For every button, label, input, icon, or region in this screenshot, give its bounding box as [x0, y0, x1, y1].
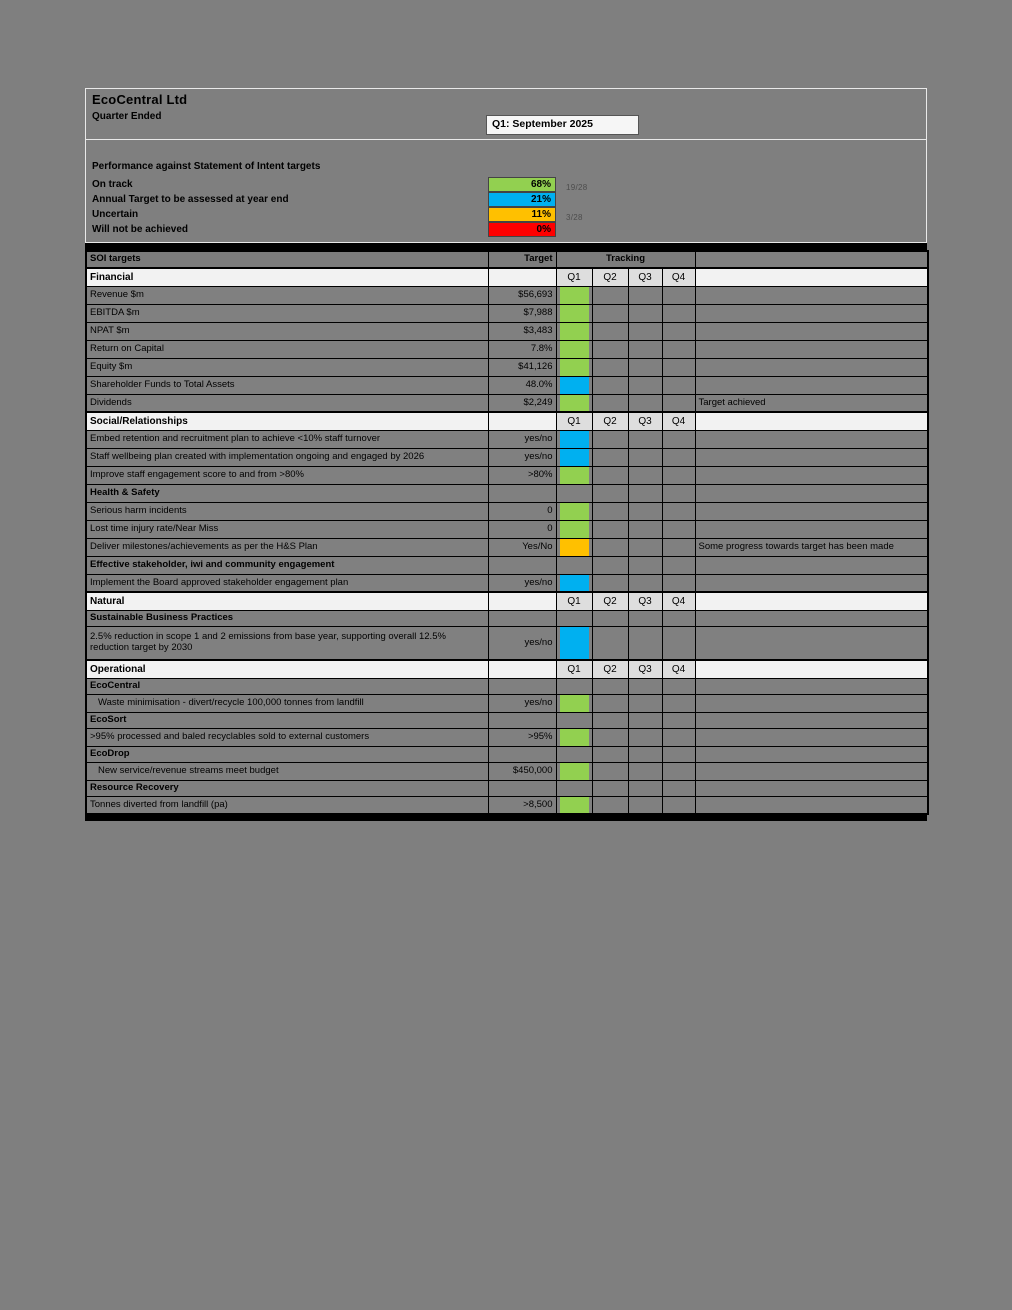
tracking-cell-q3[interactable] — [628, 322, 662, 340]
legend-item — [92, 207, 922, 222]
legend-title: Performance against Statement of Intent targets — [92, 161, 321, 172]
target-header: Target — [488, 251, 556, 268]
tracking-cell-q2[interactable] — [592, 746, 628, 762]
quarter-value-field[interactable]: Q1: September 2025 — [486, 115, 639, 135]
measure-row — [86, 466, 928, 484]
group-heading-label[interactable]: EcoDrop — [86, 746, 488, 762]
legend-item — [92, 222, 922, 237]
tracking-cell-q4[interactable] — [662, 796, 695, 814]
tracking-cell-q2[interactable] — [592, 394, 628, 412]
status-fill-green — [560, 729, 589, 746]
section-notes-cell — [695, 660, 928, 678]
status-fill-green — [560, 467, 589, 484]
note-cell[interactable] — [695, 610, 928, 626]
tracking-cell-q3[interactable] — [628, 712, 662, 728]
tracking-cell-q1[interactable] — [556, 796, 592, 814]
measure-row — [86, 694, 928, 712]
legend-item-label: Will not be achieved — [92, 224, 189, 235]
tracking-cell-q1[interactable] — [556, 520, 592, 538]
measure-label[interactable]: >95% processed and baled recyclables sold to external customers — [86, 728, 488, 746]
tracking-cell-q1[interactable] — [556, 574, 592, 592]
group-heading-label[interactable]: EcoSort — [86, 712, 488, 728]
measure-label[interactable]: Embed retention and recruitment plan to achieve <10% staff turnover — [86, 430, 488, 448]
note-cell[interactable] — [695, 556, 928, 574]
tracking-cell-q4[interactable] — [662, 538, 695, 556]
status-fill-green — [560, 305, 589, 322]
note-cell[interactable] — [695, 340, 928, 358]
note-cell[interactable] — [695, 574, 928, 592]
tracking-cell-q4[interactable] — [662, 286, 695, 304]
group-heading-row — [86, 678, 928, 694]
tracking-cell-q3[interactable] — [628, 466, 662, 484]
legend-count: 3/28 — [566, 213, 583, 222]
target-cell[interactable]: 0 — [488, 520, 556, 538]
tracking-cell-q4[interactable] — [662, 520, 695, 538]
tracking-cell-q2[interactable] — [592, 466, 628, 484]
note-cell[interactable] — [695, 780, 928, 796]
target-cell[interactable]: >8,500 — [488, 796, 556, 814]
note-cell[interactable] — [695, 376, 928, 394]
legend-count: 19/28 — [566, 183, 588, 192]
measure-label[interactable]: Lost time injury rate/Near Miss — [86, 520, 488, 538]
measure-row — [86, 394, 928, 412]
tracking-cell-q2[interactable] — [592, 322, 628, 340]
table-header-row — [86, 251, 928, 268]
measure-row — [86, 796, 928, 814]
target-cell[interactable] — [488, 746, 556, 762]
measure-label[interactable]: Shareholder Funds to Total Assets — [86, 376, 488, 394]
tracking-cell-q1[interactable] — [556, 780, 592, 796]
section-name: Natural — [86, 592, 488, 610]
tracking-cell-q3[interactable] — [628, 746, 662, 762]
legend-item-label: On track — [92, 179, 133, 190]
status-fill-green — [560, 797, 589, 814]
group-heading-label[interactable]: EcoCentral — [86, 678, 488, 694]
tracking-cell-q1[interactable] — [556, 556, 592, 574]
note-cell[interactable]: Target achieved — [695, 394, 928, 412]
legend-swatch-red[interactable]: 0% — [488, 222, 556, 237]
target-cell[interactable]: $3,483 — [488, 322, 556, 340]
tracking-cell-q2[interactable] — [592, 780, 628, 796]
measure-label[interactable]: Implement the Board approved stakeholder engagement plan — [86, 574, 488, 592]
note-cell[interactable]: Some progress towards target has been made — [695, 538, 928, 556]
status-fill-blue — [560, 575, 589, 592]
quarter-header-q4[interactable]: Q4 — [662, 592, 695, 610]
note-cell[interactable] — [695, 746, 928, 762]
measure-label[interactable]: Waste minimisation - divert/recycle 100,000 tonnes from landfill — [86, 694, 488, 712]
measure-label[interactable]: NPAT $m — [86, 322, 488, 340]
soi-targets-header: SOI targets — [86, 251, 488, 268]
tracking-cell-q3[interactable] — [628, 610, 662, 626]
target-cell[interactable]: 7.8% — [488, 340, 556, 358]
quarter-header-q1[interactable]: Q1 — [556, 268, 592, 286]
tracking-cell-q4[interactable] — [662, 358, 695, 376]
measure-row — [86, 728, 928, 746]
status-fill-green — [560, 695, 589, 712]
measure-label[interactable]: Equity $m — [86, 358, 488, 376]
target-cell[interactable]: yes/no — [488, 694, 556, 712]
tracking-cell-q3[interactable] — [628, 556, 662, 574]
target-cell[interactable]: 0 — [488, 502, 556, 520]
note-cell[interactable] — [695, 712, 928, 728]
tracking-cell-q2[interactable] — [592, 448, 628, 466]
measure-row — [86, 502, 928, 520]
target-cell[interactable]: $56,693 — [488, 286, 556, 304]
tracking-cell-q3[interactable] — [628, 538, 662, 556]
measure-row — [86, 358, 928, 376]
tracking-cell-q1[interactable] — [556, 358, 592, 376]
group-heading-row — [86, 610, 928, 626]
tracking-cell-q2[interactable] — [592, 502, 628, 520]
tracking-cell-q4[interactable] — [662, 610, 695, 626]
legend-swatch-orange[interactable]: 11% — [488, 207, 556, 222]
measure-label[interactable]: Dividends — [86, 394, 488, 412]
measure-label[interactable]: Staff wellbeing plan created with implementation ongoing and engaged by 2026 — [86, 448, 488, 466]
tracking-cell-q4[interactable] — [662, 746, 695, 762]
quarter-ended-label: Quarter Ended — [92, 111, 162, 122]
company-name: EcoCentral Ltd — [92, 92, 188, 107]
tracking-cell-q3[interactable] — [628, 796, 662, 814]
legend-swatch-blue[interactable]: 21% — [488, 192, 556, 207]
tracking-cell-q1[interactable] — [556, 448, 592, 466]
quarter-header-q3[interactable]: Q3 — [628, 412, 662, 430]
measure-label[interactable]: Revenue $m — [86, 286, 488, 304]
tracking-cell-q2[interactable] — [592, 610, 628, 626]
measure-label[interactable]: New service/revenue streams meet budget — [86, 762, 488, 780]
target-cell[interactable]: 48.0% — [488, 376, 556, 394]
tracking-cell-q4[interactable] — [662, 574, 695, 592]
measure-row — [86, 448, 928, 466]
section-notes-cell — [695, 592, 928, 610]
status-fill-green — [560, 287, 589, 304]
tracking-cell-q3[interactable] — [628, 780, 662, 796]
tracking-cell-q4[interactable] — [662, 780, 695, 796]
target-cell[interactable]: $7,988 — [488, 304, 556, 322]
tracking-cell-q3[interactable] — [628, 626, 662, 660]
tracking-cell-q3[interactable] — [628, 484, 662, 502]
measure-row — [86, 762, 928, 780]
quarter-header-q1[interactable]: Q1 — [556, 660, 592, 678]
group-heading-label[interactable]: Health & Safety — [86, 484, 488, 502]
tracking-cell-q2[interactable] — [592, 678, 628, 694]
quarter-header-q2[interactable]: Q2 — [592, 268, 628, 286]
note-cell[interactable] — [695, 304, 928, 322]
note-cell[interactable] — [695, 796, 928, 814]
tracking-cell-q2[interactable] — [592, 694, 628, 712]
tracking-cell-q1[interactable] — [556, 286, 592, 304]
quarter-header-q2[interactable]: Q2 — [592, 660, 628, 678]
group-heading-label[interactable]: Sustainable Business Practices — [86, 610, 488, 626]
tracking-cell-q1[interactable] — [556, 694, 592, 712]
tracking-cell-q4[interactable] — [662, 448, 695, 466]
tracking-cell-q3[interactable] — [628, 574, 662, 592]
tracking-cell-q3[interactable] — [628, 762, 662, 780]
target-cell[interactable]: >80% — [488, 466, 556, 484]
tracking-cell-q2[interactable] — [592, 484, 628, 502]
tracking-cell-q2[interactable] — [592, 626, 628, 660]
measure-row — [86, 574, 928, 592]
tracking-cell-q4[interactable] — [662, 678, 695, 694]
tracking-cell-q2[interactable] — [592, 340, 628, 358]
tracking-cell-q1[interactable] — [556, 484, 592, 502]
legend-item-label: Uncertain — [92, 209, 139, 220]
section-notes-cell — [695, 268, 928, 286]
tracking-cell-q1[interactable] — [556, 712, 592, 728]
tracking-cell-q1[interactable] — [556, 678, 592, 694]
measure-row — [86, 322, 928, 340]
measure-row — [86, 538, 928, 556]
measure-row — [86, 340, 928, 358]
target-cell[interactable]: $2,249 — [488, 394, 556, 412]
tracking-cell-q4[interactable] — [662, 340, 695, 358]
tracking-cell-q3[interactable] — [628, 520, 662, 538]
status-fill-green — [560, 323, 589, 340]
tracking-cell-q4[interactable] — [662, 484, 695, 502]
quarter-header-q2[interactable]: Q2 — [592, 412, 628, 430]
measure-label[interactable]: Tonnes diverted from landfill (pa) — [86, 796, 488, 814]
status-fill-blue — [560, 449, 589, 466]
note-cell[interactable] — [695, 448, 928, 466]
tracking-header: Tracking — [556, 251, 695, 268]
section-header-row — [86, 412, 928, 430]
tracking-cell-q1[interactable] — [556, 610, 592, 626]
divider-bar-top — [85, 243, 927, 250]
note-cell[interactable] — [695, 728, 928, 746]
tracking-cell-q3[interactable] — [628, 304, 662, 322]
status-fill-green — [560, 395, 589, 412]
section-target-cell — [488, 412, 556, 430]
tracking-cell-q2[interactable] — [592, 286, 628, 304]
group-heading-row — [86, 484, 928, 502]
status-fill-green — [560, 503, 589, 520]
status-fill-blue — [560, 431, 589, 448]
measure-label[interactable]: 2.5% reduction in scope 1 and 2 emissions from base year, supporting overall 12.5% reduction target by 2030 — [86, 626, 488, 660]
soi-targets-table — [85, 250, 929, 815]
status-fill-blue — [560, 377, 589, 394]
section-name: Financial — [86, 268, 488, 286]
tracking-cell-q3[interactable] — [628, 694, 662, 712]
section-header-row — [86, 268, 928, 286]
tracking-cell-q4[interactable] — [662, 712, 695, 728]
target-cell[interactable]: yes/no — [488, 626, 556, 660]
target-cell[interactable]: yes/no — [488, 574, 556, 592]
note-cell[interactable] — [695, 694, 928, 712]
tracking-cell-q1[interactable] — [556, 322, 592, 340]
group-heading-row — [86, 780, 928, 796]
section-target-cell — [488, 660, 556, 678]
tracking-cell-q2[interactable] — [592, 430, 628, 448]
note-cell[interactable] — [695, 762, 928, 780]
section-target-cell — [488, 592, 556, 610]
tracking-cell-q1[interactable] — [556, 376, 592, 394]
tracking-cell-q1[interactable] — [556, 746, 592, 762]
section-name: Social/Relationships — [86, 412, 488, 430]
legend-item-label: Annual Target to be assessed at year end — [92, 194, 289, 205]
status-legend — [86, 140, 926, 242]
measure-label[interactable]: Return on Capital — [86, 340, 488, 358]
group-heading-row — [86, 556, 928, 574]
tracking-cell-q1[interactable] — [556, 728, 592, 746]
measure-label[interactable]: Deliver milestones/achievements as per the H&S Plan — [86, 538, 488, 556]
measure-row — [86, 430, 928, 448]
tracking-cell-q3[interactable] — [628, 502, 662, 520]
status-fill-green — [560, 341, 589, 358]
tracking-cell-q4[interactable] — [662, 728, 695, 746]
tracking-cell-q3[interactable] — [628, 728, 662, 746]
tracking-cell-q1[interactable] — [556, 340, 592, 358]
status-fill-green — [560, 763, 589, 780]
section-name: Operational — [86, 660, 488, 678]
tracking-cell-q4[interactable] — [662, 694, 695, 712]
tracking-cell-q3[interactable] — [628, 286, 662, 304]
note-cell[interactable] — [695, 678, 928, 694]
target-cell[interactable] — [488, 610, 556, 626]
measure-label[interactable]: EBITDA $m — [86, 304, 488, 322]
measure-label[interactable]: Serious harm incidents — [86, 502, 488, 520]
status-fill-green — [560, 359, 589, 376]
tracking-cell-q4[interactable] — [662, 304, 695, 322]
tracking-cell-q2[interactable] — [592, 538, 628, 556]
tracking-cell-q1[interactable] — [556, 626, 592, 660]
tracking-cell-q3[interactable] — [628, 678, 662, 694]
note-cell[interactable] — [695, 430, 928, 448]
divider-bar-bottom — [85, 815, 927, 821]
tracking-cell-q4[interactable] — [662, 762, 695, 780]
tracking-cell-q2[interactable] — [592, 556, 628, 574]
note-cell[interactable] — [695, 322, 928, 340]
status-fill-green — [560, 521, 589, 538]
tracking-cell-q1[interactable] — [556, 394, 592, 412]
tracking-cell-q2[interactable] — [592, 376, 628, 394]
tracking-cell-q2[interactable] — [592, 574, 628, 592]
tracking-cell-q2[interactable] — [592, 762, 628, 780]
quarter-header-q1[interactable]: Q1 — [556, 592, 592, 610]
quarter-header-q2[interactable]: Q2 — [592, 592, 628, 610]
tracking-cell-q3[interactable] — [628, 394, 662, 412]
status-fill-blue — [560, 627, 589, 660]
tracking-cell-q3[interactable] — [628, 340, 662, 358]
tracking-cell-q3[interactable] — [628, 376, 662, 394]
notes-header — [695, 251, 928, 268]
tracking-cell-q4[interactable] — [662, 394, 695, 412]
note-cell[interactable] — [695, 626, 928, 660]
group-heading-row — [86, 746, 928, 762]
tracking-cell-q2[interactable] — [592, 712, 628, 728]
target-cell[interactable] — [488, 712, 556, 728]
target-cell[interactable]: Yes/No — [488, 538, 556, 556]
group-heading-label[interactable]: Resource Recovery — [86, 780, 488, 796]
tracking-cell-q1[interactable] — [556, 538, 592, 556]
tracking-cell-q2[interactable] — [592, 796, 628, 814]
target-cell[interactable] — [488, 484, 556, 502]
tracking-cell-q3[interactable] — [628, 430, 662, 448]
quarter-header-q3[interactable]: Q3 — [628, 660, 662, 678]
group-heading-row — [86, 712, 928, 728]
target-cell[interactable]: >95% — [488, 728, 556, 746]
section-header-row — [86, 660, 928, 678]
note-cell[interactable] — [695, 358, 928, 376]
legend-swatch-green[interactable]: 68% — [488, 177, 556, 192]
note-cell[interactable] — [695, 520, 928, 538]
measure-row — [86, 626, 928, 660]
status-fill-orange — [560, 539, 589, 556]
target-cell[interactable]: yes/no — [488, 430, 556, 448]
measure-label[interactable]: Improve staff engagement score to and from >80% — [86, 466, 488, 484]
section-target-cell — [488, 268, 556, 286]
legend-item — [92, 192, 922, 207]
measure-row — [86, 286, 928, 304]
target-cell[interactable]: $41,126 — [488, 358, 556, 376]
quarter-header-q4[interactable]: Q4 — [662, 660, 695, 678]
tracking-cell-q1[interactable] — [556, 430, 592, 448]
tracking-cell-q2[interactable] — [592, 358, 628, 376]
tracking-cell-q4[interactable] — [662, 502, 695, 520]
note-cell[interactable] — [695, 484, 928, 502]
tracking-cell-q4[interactable] — [662, 430, 695, 448]
target-cell[interactable] — [488, 678, 556, 694]
company-header — [86, 89, 926, 140]
target-cell[interactable]: $450,000 — [488, 762, 556, 780]
group-heading-label[interactable]: Effective stakeholder, iwi and community engagement — [86, 556, 488, 574]
report-header-block — [85, 88, 927, 243]
section-header-row — [86, 592, 928, 610]
note-cell[interactable] — [695, 286, 928, 304]
tracking-cell-q3[interactable] — [628, 358, 662, 376]
report-content — [85, 88, 927, 821]
tracking-cell-q1[interactable] — [556, 502, 592, 520]
tracking-cell-q3[interactable] — [628, 448, 662, 466]
tracking-cell-q4[interactable] — [662, 322, 695, 340]
quarter-header-q3[interactable]: Q3 — [628, 268, 662, 286]
tracking-cell-q2[interactable] — [592, 304, 628, 322]
tracking-cell-q4[interactable] — [662, 376, 695, 394]
target-cell[interactable]: yes/no — [488, 448, 556, 466]
note-cell[interactable] — [695, 466, 928, 484]
target-cell[interactable] — [488, 780, 556, 796]
tracking-cell-q1[interactable] — [556, 304, 592, 322]
measure-row — [86, 304, 928, 322]
note-cell[interactable] — [695, 502, 928, 520]
tracking-cell-q2[interactable] — [592, 728, 628, 746]
quarter-header-q1[interactable]: Q1 — [556, 412, 592, 430]
tracking-cell-q2[interactable] — [592, 520, 628, 538]
measure-row — [86, 376, 928, 394]
tracking-cell-q4[interactable] — [662, 626, 695, 660]
tracking-cell-q4[interactable] — [662, 466, 695, 484]
quarter-header-q4[interactable]: Q4 — [662, 268, 695, 286]
section-notes-cell — [695, 412, 928, 430]
quarter-header-q3[interactable]: Q3 — [628, 592, 662, 610]
tracking-cell-q1[interactable] — [556, 762, 592, 780]
quarter-header-q4[interactable]: Q4 — [662, 412, 695, 430]
measure-row — [86, 520, 928, 538]
target-cell[interactable] — [488, 556, 556, 574]
legend-item — [92, 177, 922, 192]
tracking-cell-q1[interactable] — [556, 466, 592, 484]
tracking-cell-q4[interactable] — [662, 556, 695, 574]
